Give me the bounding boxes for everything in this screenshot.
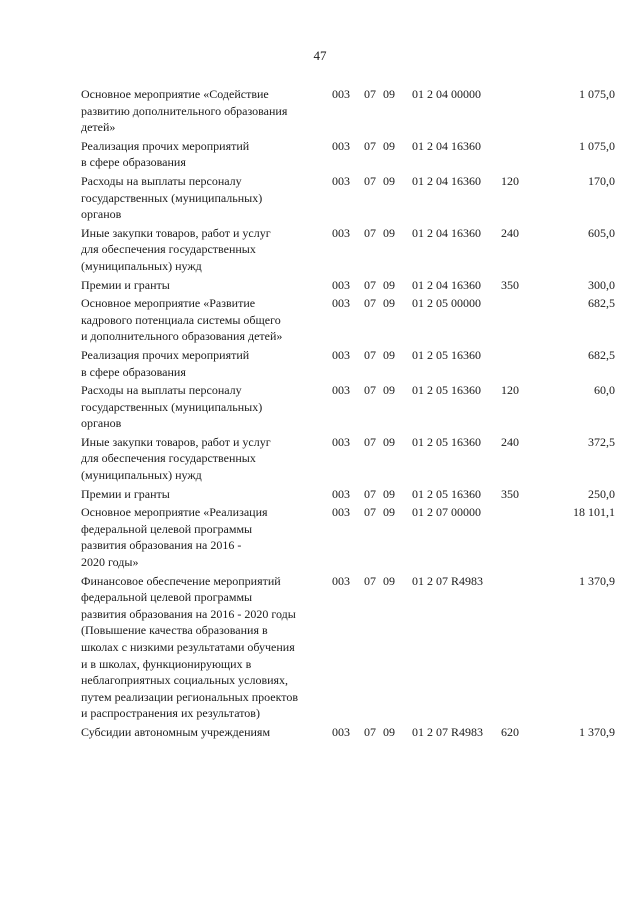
amount-cell: 60,0	[594, 383, 615, 398]
table-row	[81, 295, 615, 347]
expense-type-cell	[501, 347, 542, 382]
item-name-line: и дополнительного образования детей»	[81, 329, 283, 344]
item-name-line: Иные закупки товаров, работ и услуг	[81, 434, 271, 449]
subsection-code-cell: 09	[383, 225, 395, 240]
subsection-code-cell: 09	[383, 277, 395, 292]
target-article-cell: 01 2 07 R4983	[412, 724, 484, 739]
expense-type-cell	[501, 573, 542, 724]
item-name-line: Основное мероприятие «Развитие	[81, 296, 256, 311]
item-name-line: федеральной целевой программы	[81, 521, 253, 536]
item-name-line: неблагоприятных социальных условиях,	[81, 673, 289, 688]
expense-type-cell: 120	[501, 383, 519, 398]
amount-cell: 682,5	[588, 296, 615, 311]
item-name-line: кадрового потенциала системы общего	[81, 312, 281, 327]
target-article-cell: 01 2 04 16360	[412, 173, 481, 188]
subsection-code-cell: 09	[383, 138, 395, 153]
section-code-cell: 07	[364, 434, 376, 449]
item-name-cell	[81, 486, 332, 505]
table-row	[81, 86, 615, 138]
table-body	[81, 86, 615, 743]
item-name-line: 2020 годы»	[81, 555, 139, 570]
subsection-code-cell: 09	[383, 296, 395, 311]
target-article-cell: 01 2 07 R4983	[412, 573, 484, 588]
subsection-code-cell: 09	[383, 383, 395, 398]
table-row	[81, 573, 615, 724]
item-name-cell	[81, 225, 332, 277]
subsection-code-cell: 09	[383, 573, 395, 588]
section-code-cell: 07	[364, 225, 376, 240]
subsection-code-cell: 09	[383, 505, 395, 520]
item-name-line: Финансовое обеспечение мероприятий	[81, 573, 281, 588]
section-code-cell: 07	[364, 296, 376, 311]
amount-cell: 300,0	[588, 277, 615, 292]
item-name-line: (Повышение качества образования в	[81, 623, 268, 638]
expense-type-cell: 620	[501, 724, 519, 739]
item-name-line: для обеспечения государственных	[81, 242, 256, 257]
amount-cell: 1 370,9	[579, 724, 615, 739]
item-name-line: развитию дополнительного образования	[81, 103, 288, 118]
subsection-code-cell: 09	[383, 486, 395, 501]
section-code-cell: 07	[364, 505, 376, 520]
table-row	[81, 724, 615, 743]
item-name-line: и распространения их результатов)	[81, 706, 260, 721]
item-name-cell	[81, 434, 332, 486]
item-name-line: Расходы на выплаты персоналу	[81, 383, 242, 398]
target-article-cell: 01 2 05 16360	[412, 347, 481, 362]
section-code-cell: 07	[364, 87, 376, 101]
item-name-line: в сфере образования	[81, 155, 186, 170]
target-article-cell: 01 2 05 00000	[412, 296, 481, 311]
item-name-line: для обеспечения государственных	[81, 451, 256, 466]
item-name-line: развития образования на 2016 -	[81, 538, 242, 553]
amount-cell: 372,5	[588, 434, 615, 449]
admin-code-cell: 003	[332, 573, 350, 588]
section-code-cell: 07	[364, 138, 376, 153]
target-article-cell: 01 2 05 16360	[412, 383, 481, 398]
section-code-cell: 07	[364, 724, 376, 739]
item-name-cell	[81, 347, 332, 382]
admin-code-cell: 003	[332, 505, 350, 520]
table-row	[81, 382, 615, 434]
admin-code-cell: 003	[332, 87, 350, 101]
item-name-line: Реализация прочих мероприятий	[81, 347, 250, 362]
item-name-cell	[81, 724, 332, 743]
expense-type-cell	[501, 295, 542, 347]
table-row	[81, 277, 615, 296]
item-name-cell	[81, 573, 332, 724]
section-code-cell: 07	[364, 573, 376, 588]
admin-code-cell: 003	[332, 486, 350, 501]
expense-type-cell: 240	[501, 434, 519, 449]
admin-code-cell: 003	[332, 347, 350, 362]
subsection-code-cell: 09	[383, 434, 395, 449]
section-code-cell: 07	[364, 486, 376, 501]
table-row	[81, 347, 615, 382]
budget-table	[81, 86, 615, 743]
admin-code-cell: 003	[332, 277, 350, 292]
amount-cell: 682,5	[588, 347, 615, 362]
amount-cell: 1 075,0	[579, 87, 615, 101]
subsection-code-cell: 09	[383, 87, 395, 101]
item-name-line: Премии и гранты	[81, 486, 170, 501]
expense-type-cell	[501, 504, 542, 572]
item-name-cell	[81, 173, 332, 225]
item-name-line: (муниципальных) нужд	[81, 258, 202, 273]
item-name-line: (муниципальных) нужд	[81, 468, 202, 483]
item-name-line: детей»	[81, 120, 116, 135]
table-row	[81, 486, 615, 505]
amount-cell: 605,0	[588, 225, 615, 240]
admin-code-cell: 003	[332, 724, 350, 739]
subsection-code-cell: 09	[383, 173, 395, 188]
admin-code-cell: 003	[332, 173, 350, 188]
item-name-line: развития образования на 2016 - 2020 годы	[81, 606, 296, 621]
admin-code-cell: 003	[332, 434, 350, 449]
item-name-line: Расходы на выплаты персоналу	[81, 173, 242, 188]
admin-code-cell: 003	[332, 225, 350, 240]
item-name-line: школах с низкими результатами обучения	[81, 640, 295, 654]
target-article-cell: 01 2 04 16360	[412, 277, 481, 292]
item-name-line: Иные закупки товаров, работ и услуг	[81, 225, 271, 240]
item-name-line: в сфере образования	[81, 364, 186, 379]
table-row	[81, 138, 615, 173]
item-name-cell	[81, 504, 332, 572]
amount-cell: 170,0	[588, 173, 615, 188]
target-article-cell: 01 2 05 16360	[412, 486, 481, 501]
item-name-line: органов	[81, 416, 122, 431]
subsection-code-cell: 09	[383, 347, 395, 362]
table-row	[81, 434, 615, 486]
item-name-cell	[81, 295, 332, 347]
page-number: 47	[313, 48, 327, 63]
section-code-cell: 07	[364, 383, 376, 398]
item-name-line: федеральной целевой программы	[81, 590, 253, 605]
item-name-line: Субсидии автономным учреждениям	[81, 724, 271, 739]
admin-code-cell: 003	[332, 383, 350, 398]
admin-code-cell: 003	[332, 296, 350, 311]
item-name-line: Основное мероприятие «Содействие	[81, 87, 269, 101]
expense-type-cell: 240	[501, 225, 519, 240]
target-article-cell: 01 2 05 16360	[412, 434, 481, 449]
item-name-cell	[81, 86, 332, 138]
item-name-line: Реализация прочих мероприятий	[81, 138, 250, 153]
section-code-cell: 07	[364, 173, 376, 188]
amount-cell: 250,0	[588, 486, 615, 501]
item-name-line: Премии и гранты	[81, 277, 170, 292]
target-article-cell: 01 2 04 00000	[412, 87, 481, 101]
item-name-line: Основное мероприятие «Реализация	[81, 505, 268, 520]
item-name-cell	[81, 138, 332, 173]
amount-cell: 18 101,1	[573, 505, 615, 520]
expense-type-cell	[501, 138, 542, 173]
expense-type-cell: 350	[501, 277, 519, 292]
amount-cell: 1 370,9	[579, 573, 615, 588]
item-name-cell	[81, 277, 332, 296]
item-name-line: государственных (муниципальных)	[81, 190, 263, 205]
table-row	[81, 504, 615, 572]
table-row	[81, 173, 615, 225]
item-name-line: органов	[81, 207, 122, 222]
item-name-line: государственных (муниципальных)	[81, 399, 263, 414]
item-name-line: путем реализации региональных проектов	[81, 689, 299, 704]
item-name-cell	[81, 382, 332, 434]
item-name-line: и в школах, функционирующих в	[81, 656, 252, 671]
section-code-cell: 07	[364, 347, 376, 362]
subsection-code-cell: 09	[383, 724, 395, 739]
expense-type-cell: 350	[501, 486, 519, 501]
admin-code-cell: 003	[332, 138, 350, 153]
expense-type-cell	[501, 86, 542, 138]
expense-type-cell: 120	[501, 173, 519, 188]
section-code-cell: 07	[364, 277, 376, 292]
target-article-cell: 01 2 04 16360	[412, 138, 481, 153]
target-article-cell: 01 2 04 16360	[412, 225, 481, 240]
amount-cell: 1 075,0	[579, 138, 615, 153]
target-article-cell: 01 2 07 00000	[412, 505, 481, 520]
table-row	[81, 225, 615, 277]
